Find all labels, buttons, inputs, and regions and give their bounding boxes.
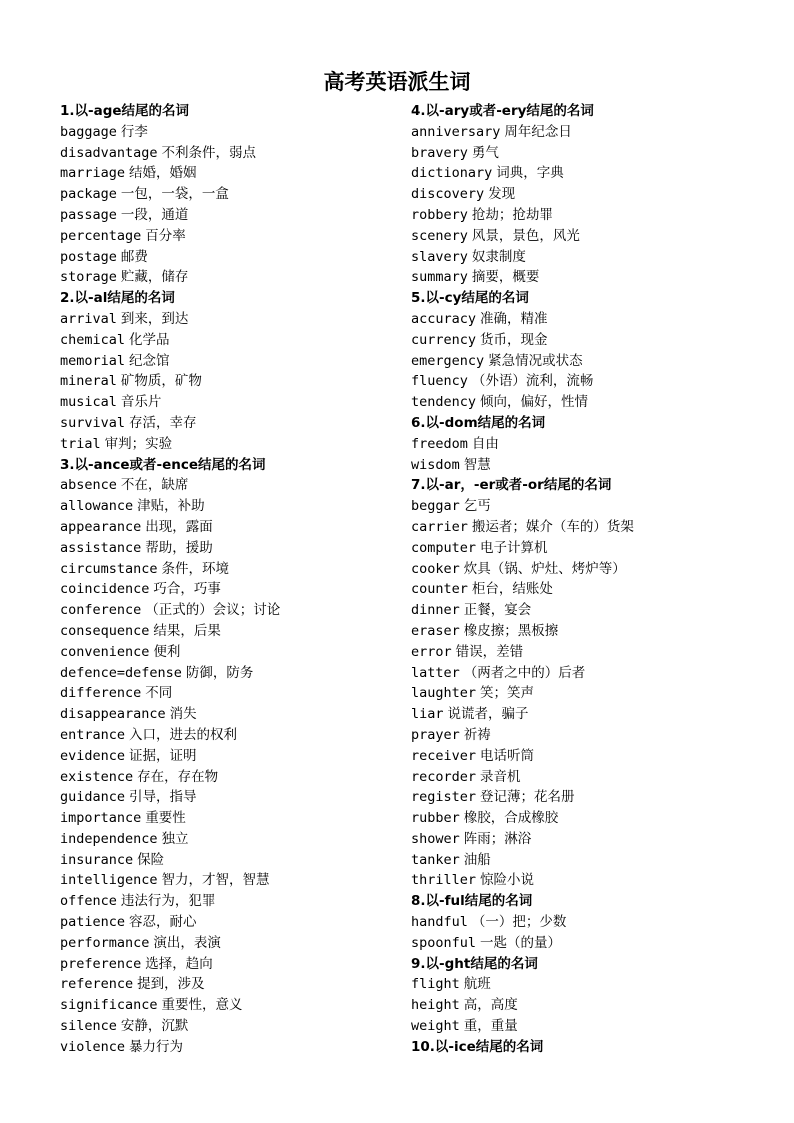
- entry-meaning: 入口，进去的权利: [129, 726, 238, 743]
- entry-word: thriller: [411, 872, 477, 889]
- entry-meaning: 橡胶，合成橡胶: [463, 810, 559, 827]
- entry-meaning: 选择，趋向: [145, 955, 213, 972]
- entry-word: beggar: [411, 498, 460, 515]
- entry-word: storage: [60, 269, 117, 286]
- entry-word: allowance: [60, 498, 134, 515]
- vocab-entry: [411, 205, 771, 226]
- entry-meaning: 邮费: [120, 248, 148, 265]
- entry-meaning: 条件，环境: [161, 560, 230, 577]
- entry-word: insurance: [60, 851, 134, 868]
- section-heading: 9.以-ght结尾的名词: [411, 955, 538, 972]
- entry-word: trial: [60, 435, 101, 452]
- entry-word: laughter: [411, 685, 477, 702]
- entry-word: evidence: [60, 747, 126, 764]
- vocab-entry: [60, 808, 400, 829]
- entry-meaning: 一匙（的量）: [480, 934, 562, 951]
- entry-word: baggage: [60, 123, 117, 140]
- entry-meaning: 证据，证明: [129, 747, 197, 764]
- entry-word: coincidence: [60, 581, 150, 598]
- section-heading: 1.以-age结尾的名词: [60, 103, 190, 119]
- vocab-entry: [60, 351, 400, 372]
- entry-word: error: [411, 643, 452, 660]
- vocab-entry: [411, 767, 771, 788]
- entry-word: spoonful: [411, 934, 477, 951]
- vocab-entry: [60, 870, 400, 891]
- vocab-entry: [411, 496, 771, 517]
- vocab-entry: [60, 767, 400, 788]
- vocab-entry: [411, 746, 771, 767]
- entry-word: receiver: [411, 747, 477, 764]
- entry-word: independence: [60, 830, 158, 847]
- vocab-entry: [60, 746, 400, 767]
- entry-word: significance: [60, 997, 158, 1014]
- entry-word: discovery: [411, 186, 485, 203]
- vocab-entry: [411, 122, 771, 143]
- entry-meaning: 橡皮擦；黑板擦: [463, 622, 559, 639]
- entry-meaning: 乞丐: [463, 498, 491, 515]
- entry-meaning: 笑；笑声: [480, 685, 535, 702]
- entry-meaning: 惊险小说: [480, 872, 535, 889]
- section-heading: 6.以-dom结尾的名词: [411, 414, 546, 431]
- vocab-entry: [60, 538, 400, 559]
- entry-word: carrier: [411, 518, 468, 535]
- vocab-entry: [411, 579, 771, 600]
- entry-meaning: 帮助，援助: [145, 539, 213, 556]
- vocab-entry: [411, 143, 771, 164]
- entry-meaning: 存活，幸存: [129, 414, 197, 431]
- entry-word: marriage: [60, 165, 126, 182]
- entry-word: shower: [411, 830, 460, 847]
- entry-word: rubber: [411, 810, 460, 827]
- entry-meaning: 不在，缺席: [120, 477, 189, 494]
- entry-meaning: 电子计算机: [480, 539, 548, 556]
- entry-meaning: 演出，表演: [153, 934, 221, 951]
- entry-word: intelligence: [60, 872, 158, 889]
- entry-word: mineral: [60, 373, 117, 390]
- entry-word: conference: [60, 602, 142, 619]
- vocab-entry: [60, 891, 400, 912]
- entry-word: anniversary: [411, 123, 501, 140]
- entry-word: flight: [411, 976, 460, 993]
- vocab-entry: [411, 371, 771, 392]
- entry-meaning: 百分率: [145, 227, 186, 244]
- entry-meaning: 祈祷: [463, 726, 491, 743]
- entry-word: chemical: [60, 331, 126, 348]
- entry-meaning: 油船: [463, 851, 491, 868]
- vocab-entry: [60, 205, 400, 226]
- vocab-entry: [411, 621, 771, 642]
- entry-word: importance: [60, 810, 142, 827]
- entry-meaning: 航班: [463, 976, 491, 993]
- vocab-entry: [411, 559, 771, 580]
- section-heading: 8.以-ful结尾的名词: [411, 893, 533, 910]
- vocab-entry: [411, 267, 771, 288]
- vocab-entry: [60, 267, 400, 288]
- entry-meaning: 化学品: [129, 331, 170, 348]
- vocab-entry: [411, 163, 771, 184]
- entry-meaning: 结果，后果: [153, 622, 221, 639]
- entry-meaning: 矿物质，矿物: [120, 373, 202, 390]
- entry-meaning: 重，重量: [463, 1018, 518, 1035]
- entry-word: postage: [60, 248, 117, 265]
- vocab-entry: [411, 642, 771, 663]
- vocab-entry: [60, 330, 400, 351]
- vocab-entry: [60, 663, 400, 684]
- entry-word: liar: [411, 706, 444, 723]
- section-heading: 4.以-ary或者-ery结尾的名词: [411, 103, 594, 119]
- vocab-entry: [60, 933, 400, 954]
- vocab-entry: [60, 787, 400, 808]
- entry-word: currency: [411, 331, 477, 348]
- entry-word: existence: [60, 768, 134, 785]
- entry-meaning: 紧急情况或状态: [488, 352, 583, 369]
- section-heading: 3.以-ance或者-ence结尾的名词: [60, 456, 266, 473]
- entry-meaning: 录音机: [480, 768, 521, 785]
- entry-meaning: 炊具（锅、炉灶、烤炉等）: [463, 560, 626, 577]
- entry-word: memorial: [60, 352, 126, 369]
- entry-meaning: 纪念馆: [129, 352, 170, 369]
- entry-word: convenience: [60, 643, 150, 660]
- entry-word: weight: [411, 1018, 460, 1035]
- entry-word: cooker: [411, 560, 460, 577]
- vocab-entry: [60, 226, 400, 247]
- vocab-entry: [411, 538, 771, 559]
- vocab-entry: [411, 226, 771, 247]
- entry-meaning: 提到，涉及: [137, 976, 205, 993]
- entry-word: bravery: [411, 144, 468, 161]
- vocab-entry: [60, 517, 400, 538]
- section-heading: 7.以-ar，-er或者-or结尾的名词: [411, 477, 612, 494]
- vocab-entry: [60, 122, 400, 143]
- entry-meaning: 准确，精准: [480, 310, 548, 327]
- entry-meaning: 周年纪念日: [504, 123, 572, 140]
- vocab-entry: [60, 1037, 400, 1058]
- vocab-entry: [411, 517, 771, 538]
- entry-meaning: 一包，一袋，一盒: [120, 186, 229, 203]
- vocab-entry: [60, 163, 400, 184]
- entry-meaning: 抢劫；抢劫罪: [471, 206, 553, 223]
- entry-meaning: 风景，景色，风光: [471, 227, 580, 244]
- vocab-entry: [411, 933, 771, 954]
- entry-word: latter: [411, 664, 460, 681]
- entry-meaning: 贮藏，储存: [120, 269, 189, 286]
- entry-meaning: 重要性: [145, 810, 186, 827]
- vocab-entry: [60, 309, 400, 330]
- entry-word: robbery: [411, 206, 468, 223]
- page-title: 高考英语派生词: [323, 70, 471, 94]
- vocab-entry: [411, 850, 771, 871]
- entry-word: recorder: [411, 768, 477, 785]
- entry-meaning: （正式的）会议；讨论: [145, 602, 281, 619]
- entry-word: height: [411, 997, 460, 1014]
- vocab-entry: [411, 1016, 771, 1037]
- entry-word: reference: [60, 976, 134, 993]
- entry-meaning: 行李: [120, 123, 148, 140]
- entry-word: scenery: [411, 227, 468, 244]
- entry-meaning: 保险: [137, 851, 165, 868]
- entry-word: assistance: [60, 539, 142, 556]
- entry-word: eraser: [411, 622, 460, 639]
- entry-meaning: 货币，现金: [480, 331, 548, 348]
- entry-meaning: 津贴，补助: [137, 498, 205, 515]
- entry-word: entrance: [60, 726, 126, 743]
- vocab-entry: [60, 247, 400, 268]
- entry-word: dictionary: [411, 165, 493, 182]
- vocab-entry: [60, 496, 400, 517]
- entry-word: register: [411, 789, 477, 806]
- vocab-entry: [411, 663, 771, 684]
- entry-word: absence: [60, 477, 117, 494]
- entry-meaning: 勇气: [471, 144, 499, 161]
- entry-meaning: （外语）流利，流畅: [471, 373, 594, 390]
- entry-meaning: 到来，到达: [120, 310, 189, 327]
- right-column: [411, 101, 771, 1058]
- entry-word: emergency: [411, 352, 485, 369]
- entry-meaning: 重要性，意义: [161, 997, 243, 1014]
- entry-meaning: 电话听筒: [480, 747, 535, 764]
- entry-meaning: 便利: [153, 643, 181, 660]
- vocab-entry: [60, 954, 400, 975]
- vocab-entry: [411, 912, 771, 933]
- entry-meaning: 词典，字典: [496, 165, 564, 182]
- section-heading: 10.以-ice结尾的名词: [411, 1038, 544, 1055]
- vocab-entry: [411, 704, 771, 725]
- entry-word: counter: [411, 581, 468, 598]
- vocab-entry: [60, 371, 400, 392]
- entry-meaning: 智力，才智，智慧: [161, 872, 270, 889]
- vocab-entry: [60, 829, 400, 850]
- vocab-entry: [60, 642, 400, 663]
- vocab-entry: [60, 413, 400, 434]
- entry-word: passage: [60, 206, 117, 223]
- entry-meaning: 暴力行为: [129, 1038, 184, 1055]
- entry-meaning: 智慧: [463, 456, 491, 473]
- vocab-entry: [411, 808, 771, 829]
- entry-word: preference: [60, 955, 142, 972]
- entry-word: circumstance: [60, 560, 158, 577]
- entry-word: accuracy: [411, 310, 477, 327]
- section-heading: 2.以-al结尾的名词: [60, 290, 175, 307]
- entry-word: arrival: [60, 310, 117, 327]
- entry-meaning: 防御，防务: [185, 664, 254, 681]
- vocab-entry: [60, 683, 400, 704]
- entry-word: guidance: [60, 789, 126, 806]
- entry-word: percentage: [60, 227, 142, 244]
- entry-word: summary: [411, 269, 468, 286]
- vocab-entry: [60, 974, 400, 995]
- entry-word: disadvantage: [60, 144, 158, 161]
- vocab-entry: [60, 392, 400, 413]
- entry-word: tanker: [411, 851, 460, 868]
- entry-meaning: 引导，指导: [129, 789, 197, 806]
- entry-word: disappearance: [60, 706, 166, 723]
- entry-word: handful: [411, 914, 468, 931]
- entry-word: difference: [60, 685, 142, 702]
- entry-meaning: 存在，存在物: [137, 768, 219, 785]
- entry-meaning: 倾向，偏好，性情: [480, 394, 589, 411]
- entry-meaning: 消失: [169, 706, 197, 723]
- vocab-entry: [411, 870, 771, 891]
- entry-meaning: 不同: [145, 685, 173, 702]
- entry-word: musical: [60, 394, 117, 411]
- vocab-entry: [411, 309, 771, 330]
- entry-meaning: 结婚，婚姻: [129, 165, 197, 182]
- entry-meaning: 高，高度: [463, 997, 518, 1014]
- vocab-entry: [60, 850, 400, 871]
- entry-meaning: 搬运者；媒介（车的）货架: [471, 518, 634, 535]
- vocab-entry: [411, 434, 771, 455]
- entry-meaning: 错误，差错: [455, 643, 524, 660]
- left-column: [60, 101, 400, 1058]
- entry-word: wisdom: [411, 456, 460, 473]
- vocab-entry: [411, 247, 771, 268]
- vocab-entry: [411, 184, 771, 205]
- entry-meaning: 自由: [471, 435, 499, 452]
- vocab-entry: [60, 559, 400, 580]
- entry-meaning: 说谎者，骗子: [447, 706, 529, 723]
- entry-word: slavery: [411, 248, 468, 265]
- vocab-entry: [411, 829, 771, 850]
- vocab-entry: [60, 1016, 400, 1037]
- vocab-entry: [411, 974, 771, 995]
- entry-meaning: 一段，通道: [120, 206, 189, 223]
- entry-meaning: （一）把；少数: [471, 914, 567, 931]
- entry-meaning: 出现，露面: [145, 518, 213, 535]
- entry-meaning: 正餐，宴会: [463, 602, 532, 619]
- entry-word: appearance: [60, 518, 142, 535]
- vocab-entry: [60, 184, 400, 205]
- vocab-entry: [60, 621, 400, 642]
- entry-meaning: 发现: [488, 186, 516, 203]
- entry-meaning: 独立: [161, 830, 189, 847]
- entry-word: freedom: [411, 435, 468, 452]
- section-heading: 5.以-cy结尾的名词: [411, 290, 529, 307]
- entry-word: fluency: [411, 373, 468, 390]
- vocab-entry: [411, 725, 771, 746]
- vocab-entry: [411, 995, 771, 1016]
- entry-word: defence=defense: [60, 664, 182, 681]
- entry-word: consequence: [60, 622, 150, 639]
- vocab-entry: [411, 392, 771, 413]
- vocab-entry: [60, 600, 400, 621]
- entry-word: package: [60, 186, 117, 203]
- entry-word: prayer: [411, 726, 460, 743]
- vocab-entry: [60, 475, 400, 496]
- vocab-entry: [411, 455, 771, 476]
- entry-meaning: 安静，沉默: [120, 1018, 189, 1035]
- entry-word: offence: [60, 893, 117, 910]
- entry-meaning: 柜台，结账处: [471, 581, 553, 598]
- entry-word: patience: [60, 914, 126, 931]
- entry-word: performance: [60, 934, 150, 951]
- entry-meaning: 巧合，巧事: [153, 581, 221, 598]
- entry-word: violence: [60, 1038, 126, 1055]
- entry-word: survival: [60, 414, 126, 431]
- vocab-entry: [411, 330, 771, 351]
- entry-word: tendency: [411, 394, 477, 411]
- entry-meaning: （两者之中的）后者: [463, 664, 586, 681]
- entry-meaning: 登记薄；花名册: [480, 789, 575, 806]
- vocab-entry: [411, 351, 771, 372]
- entry-meaning: 容忍，耐心: [129, 914, 197, 931]
- entry-meaning: 音乐片: [120, 394, 162, 411]
- entry-word: silence: [60, 1018, 117, 1035]
- vocab-entry: [60, 995, 400, 1016]
- entry-meaning: 不利条件，弱点: [161, 144, 257, 161]
- vocab-entry: [60, 579, 400, 600]
- entry-meaning: 违法行为，犯罪: [120, 893, 216, 910]
- entry-word: computer: [411, 539, 477, 556]
- entry-meaning: 审判；实验: [104, 435, 173, 452]
- entry-meaning: 阵雨；淋浴: [463, 830, 532, 847]
- vocab-entry: [411, 600, 771, 621]
- vocab-entry: [60, 725, 400, 746]
- entry-word: dinner: [411, 602, 460, 619]
- entry-meaning: 摘要，概要: [471, 269, 540, 286]
- vocab-entry: [411, 683, 771, 704]
- vocab-entry: [60, 704, 400, 725]
- vocab-entry: [60, 434, 400, 455]
- vocab-entry: [60, 912, 400, 933]
- entry-meaning: 奴隶制度: [471, 248, 526, 265]
- vocab-entry: [60, 143, 400, 164]
- vocab-entry: [411, 787, 771, 808]
